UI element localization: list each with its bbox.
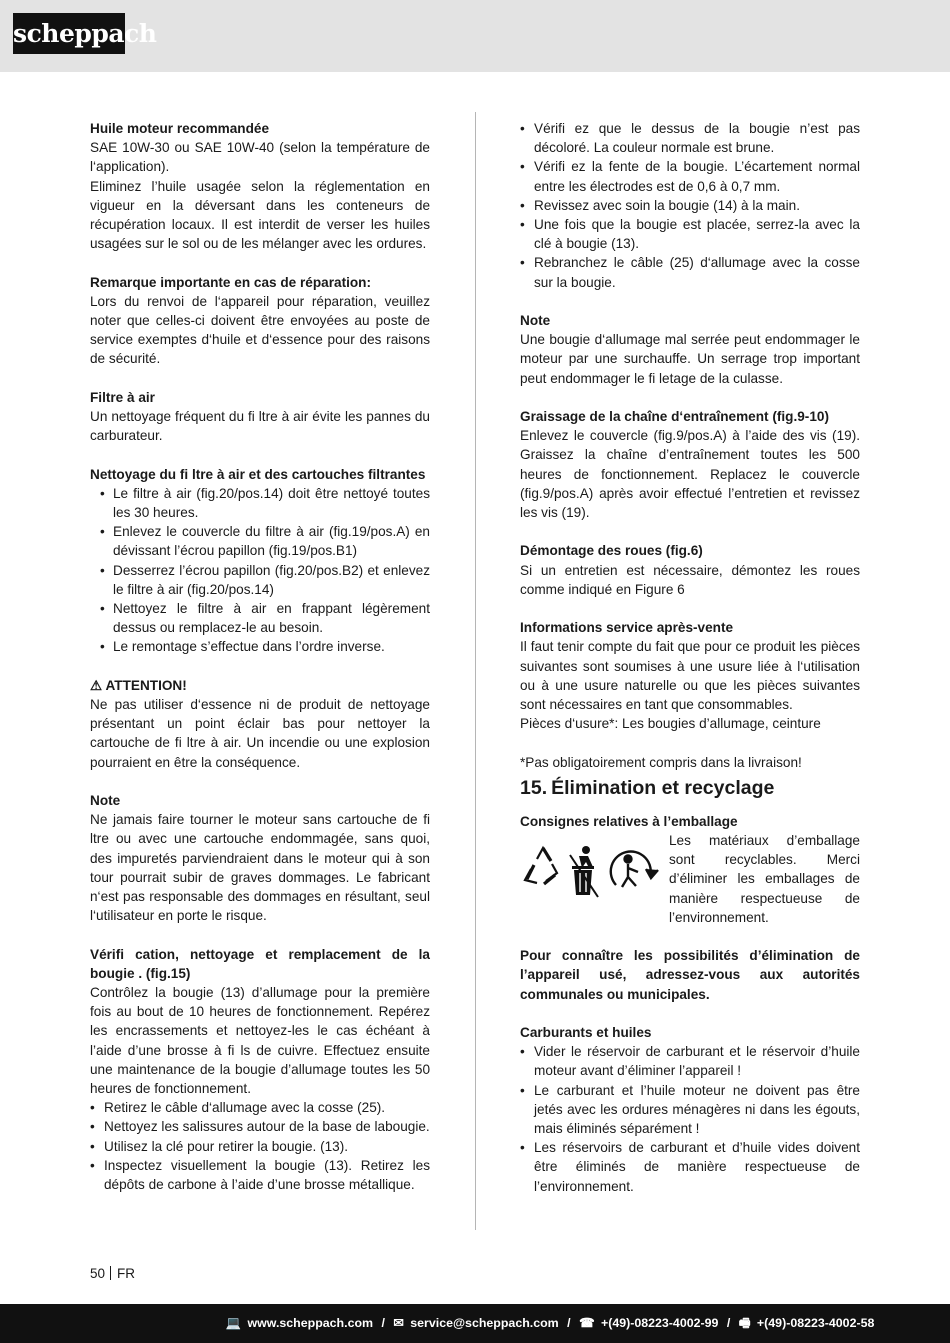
wheels-heading: Démontage des roues (fig.6) <box>520 543 703 559</box>
wear-parts-text: Pièces d‘usure*: Les bougies d’allumage, ceinture <box>520 716 821 732</box>
list-item: • Rebranchez le câble (25) d‘allumage avec la cosse sur la bougie. <box>520 253 860 291</box>
list-item: • Le filtre à air (fig.20/pos.14) doit être nettoyé toutes les 30 heures. <box>100 484 430 522</box>
oil-text: SAE 10W-30 ou SAE 10W-40 (selon la température de l‘application). <box>90 140 430 175</box>
attention-heading <box>90 676 430 695</box>
spark-plug-list-continued <box>520 119 860 292</box>
disposal-notice: Pour connaître les possibilités d’élimination de l’appareil usé, adressez-vous aux autorités communales ou municipales. <box>520 948 860 1002</box>
packaging-block <box>520 831 860 927</box>
fuels-list <box>520 1042 860 1196</box>
footnote-text: *Pas obligatoirement compris dans la livraison! <box>520 754 802 770</box>
note-text: Une bougie d‘allumage mal serrée peut endommager le moteur par une surchauffe. Un serrage trop important peut endommager le fi letage de la culasse. <box>520 332 860 386</box>
column-divider <box>475 112 476 1230</box>
list-item: • Enlevez le couvercle du filtre à air (fig.19/pos.A) en dévissant l’écrou papillon (fig.19/pos.B1) <box>100 522 430 560</box>
air-filter-heading: Filtre à air <box>90 389 155 405</box>
section-title <box>520 776 860 800</box>
section-number: 15. <box>520 776 548 799</box>
person-recycling-icon <box>611 852 658 887</box>
attention-text: Ne pas utiliser d‘essence ni de produit de nettoyage présentant un point éclair bas pour nettoyer la cartouche de fi ltre à air. Un incendie ou une explosion pourraient en être la conséquence. <box>90 697 430 770</box>
wheels-text: Si un entretien est nécessaire, démontez les roues comme indiqué en Figure 6 <box>520 562 860 597</box>
spark-plug-heading: Vérifi cation, nettoyage et remplacement de la bougie . (fig.15) <box>90 946 430 981</box>
page-number-value: 50 <box>90 1266 106 1281</box>
note-text: Ne jamais faire tourner le moteur sans cartouche de fi ltre ou avec une cartouche endommagée, sans quoi, des impuretés parviendraient dans le moteur qui à son tour pourrait subir de graves dommages. Le fabricant n‘est pas responsable des dommages en résultant, seul l‘utilisateur en porte le risque. <box>90 812 430 924</box>
fuels-heading: Carburants et huiles <box>520 1025 652 1041</box>
note-heading: Note <box>520 313 551 329</box>
service-text: Il faut tenir compte du fait que pour ce produit les pièces suivantes sont soumises à une usure liée à l‘utilisation ou à une usure naturelle ou que les pièces suivantes sont nécessaires en tant que consommables. <box>520 639 860 713</box>
footer-fax: +(49)-08223-4002-58 <box>756 1316 875 1330</box>
footer-bar: 💻 www.scheppach.com / ✉ service@scheppach.com / ☎ +(49)-08223-4002-99 / 🖷 +(49)-08223-4002-58 <box>0 1304 950 1343</box>
fax-icon: 🖷 <box>738 1316 751 1330</box>
repair-text: Lors du renvoi de l‘appareil pour réparation, veuillez noter que celles-ci doivent être envoyées au poste de service exemptes d‘huile et d‘essence pour des raisons de sécurité. <box>90 293 430 367</box>
service-heading: Informations service après-vente <box>520 620 734 636</box>
spark-plug-text: Contrôlez la bougie (13) d’allumage pour la première fois au bout de 10 heures de fonctionnement. Repérez les encrassements et nettoyez-les le cas échéant à l’aide d’une brosse à fi ls de cuivre. Effectuez ensuite une maintenance de la bougie d’allumage toutes les 50 heures de fonctionnement. <box>90 985 430 1097</box>
list-item: • Revissez avec soin la bougie (14) à la main. <box>520 196 860 215</box>
recycling-icons <box>520 837 665 901</box>
spark-plug-list <box>90 1098 430 1194</box>
chain-heading: Graissage de la chaîne d‘entraînement (fig.9-10) <box>520 409 829 425</box>
attention-label: ATTENTION! <box>105 677 187 693</box>
filter-cleaning-heading: Nettoyage du fi ltre à air et des cartouches filtrantes <box>90 466 426 482</box>
footer-phone: +(49)-08223-4002-99 <box>600 1316 719 1330</box>
list-item: • Desserrez l’écrou papillon (fig.20/pos.B2) et enlevez le filtre à air (fig.20/pos.14) <box>100 561 430 599</box>
section-label: Élimination et recyclage <box>551 776 775 799</box>
chain-text: Enlevez le couvercle (fig.9/pos.A) à l’aide des vis (19). Graissez la chaîne d’entraînement toutes les 500 heures de fonctionnement. Replacez le couvercle (fig.9/pos.A) après avoir effectué l’entretien et revissez les vis (19). <box>520 428 860 521</box>
oil-heading: Huile moteur recommandée <box>90 121 270 136</box>
left-column <box>90 119 430 1194</box>
list-item: • Le carburant et l’huile moteur ne doivent pas être jetés avec les ordures ménagères ni dans les égouts, mais éliminés séparément ! <box>520 1081 860 1139</box>
list-item: • Retirez le câble d‘allumage avec la cosse (25). <box>90 1098 430 1117</box>
filter-cleaning-list <box>90 484 430 657</box>
recycle-icon <box>525 848 557 884</box>
list-item: • Inspectez visuellement la bougie (13). Retirez les dépôts de carbone à l’aide d’une brosse métallique. <box>90 1156 430 1194</box>
oil-disposal-text: Eliminez l’huile usagée selon la réglementation en vigueur en la déversant dans les conteneurs de récupération locaux. Il est interdit de verser les huiles usagées sur le sol ou de les mélanger avec les ordures. <box>90 178 430 252</box>
packaging-heading: Consignes relatives à l’emballage <box>520 813 738 829</box>
list-item: • Une fois que la bougie est placée, serrez-la avec la clé à bougie (13). <box>520 215 860 253</box>
mail-icon: ✉ <box>393 1316 404 1330</box>
list-item: • Vérifi ez que le dessus de la bougie n’est pas décoloré. La couleur normale est brune. <box>520 119 860 157</box>
computer-icon: 💻 <box>225 1316 242 1330</box>
footer-website-link[interactable]: www.scheppach.com <box>247 1316 374 1330</box>
trash-bin-icon <box>570 846 598 897</box>
list-item: • Le remontage s’effectue dans l’ordre inverse. <box>100 637 430 656</box>
footer-email-link[interactable]: service@scheppach.com <box>410 1316 559 1330</box>
list-item: • Nettoyez le filtre à air en frappant légèrement dessus ou remplacez-le au besoin. <box>100 599 430 637</box>
repair-heading: Remarque importante en cas de réparation: <box>90 274 372 290</box>
phone-icon: ☎ <box>579 1316 595 1330</box>
note-heading: Note <box>90 793 121 809</box>
warning-icon: ⚠ <box>90 677 103 693</box>
right-column <box>520 119 860 1196</box>
packaging-text: Les matériaux d’emballage sont recyclables. Merci d’éliminer les emballages de manière respectueuse de l’environnement. <box>669 833 860 925</box>
scheppach-logo: scheppach <box>13 13 125 54</box>
page-language: FR <box>117 1266 136 1281</box>
page-number <box>90 1266 135 1282</box>
list-item: • Les réservoirs de carburant et d’huile vides doivent être éliminés de manière respectueuse de l’environnement. <box>520 1138 860 1196</box>
list-item: • Vider le réservoir de carburant et le réservoir d’huile moteur avant d’éliminer l’appareil ! <box>520 1042 860 1080</box>
list-item: • Utilisez la clé pour retirer la bougie. (13). <box>90 1137 430 1156</box>
list-item: • Vérifi ez la fente de la bougie. L’écartement normal entre les électrodes est de 0,6 à 0,7 mm. <box>520 157 860 195</box>
list-item: • Nettoyez les salissures autour de la base de labougie. <box>90 1117 430 1136</box>
air-filter-text: Un nettoyage fréquent du fi ltre à air évite les pannes du carburateur. <box>90 409 430 444</box>
